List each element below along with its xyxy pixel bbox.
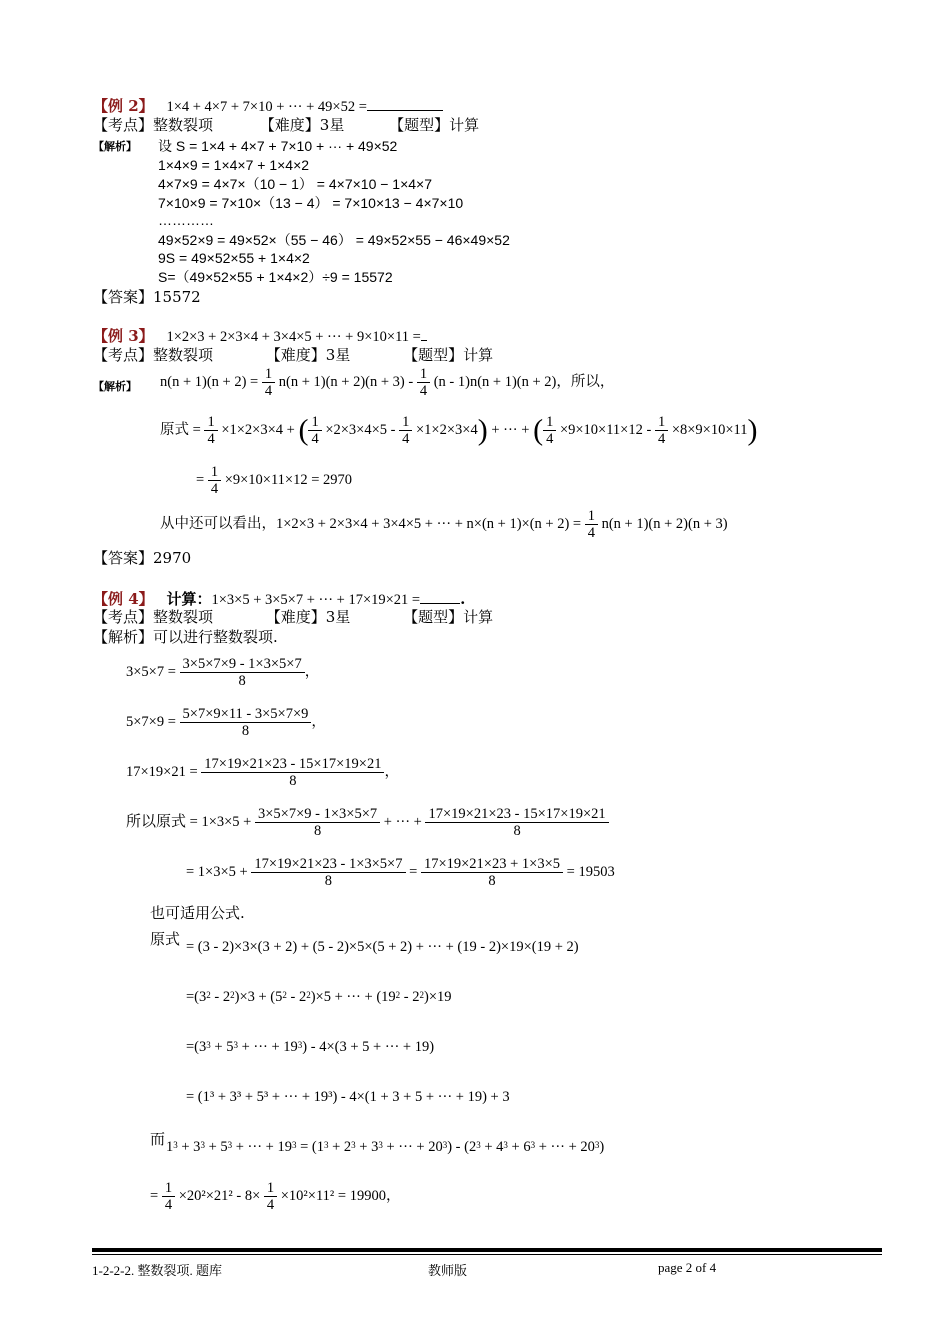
ex3-l2-b: ×2×3×4×5 -	[325, 421, 396, 438]
ex4-question-label: 计算：	[166, 590, 212, 608]
ex4-tag: 【例 4】	[93, 590, 154, 608]
ex3-l3: ×9×10×11×12 = 2970	[224, 471, 353, 488]
ex4-r5-fraction-1: $\frac{17\times 19\times 21\times 23 - 1\times 3\times 5\times 7}{8}$	[251, 856, 405, 889]
ex3-header	[93, 326, 427, 346]
ex4-r2-left: 5×7×9 =	[126, 713, 176, 730]
ex2-line-7: S=（49×52×55 + 1×4×2）÷9 = 15572	[158, 269, 393, 285]
ex2-line-6: 9S = 49×52×55 + 1×4×2	[158, 250, 310, 266]
ex4-row-4: 所以原式 = 1×3×5 + $\frac{3\times 5\times 7\times 9 - 1\times 3\times 5\times 7}{8}$ + ··· + $\frac{17\times 19\times 21\times 23 - 15\times 17\times 19\times 21}{8}$	[126, 806, 609, 839]
ex4-row-3: 17×19×21 = $\frac{17\times 19\times 21\times 23 - 15\times 17\times 19\times 21}{8}$ ，	[126, 756, 399, 789]
ex3-line-2: 原式 = $\frac{1}{4}$ ×1×2×3×4 + ( $\frac{1}{4}$ ×2×3×4×5 - $\frac{1}{4}$ ×1×2×3×4) + ··· + ( $\frac{1}{4}$ ×9×10×11×12 - $\frac{1}{4}$ ×8×9×10×11)	[160, 413, 758, 447]
ex2-tag: 【例 2】	[93, 97, 154, 115]
quarter-fraction: $\frac{1}{4}$	[208, 464, 221, 497]
footer-rule-thick	[92, 1248, 882, 1252]
footer-page-number: page 2 of 4	[658, 1260, 717, 1275]
ex2-meta	[93, 116, 479, 134]
ex3-tixing: 【题型】计算	[403, 346, 494, 364]
ex4-r1-fraction: $\frac{3\times 5\times 7\times 9 - 1\times 3\times 5\times 7}{8}$	[180, 656, 305, 689]
ex4-kaodian: 【考点】整数裂项	[93, 608, 214, 626]
ex3-answer-blank	[421, 326, 427, 341]
ex3-tag: 【例 3】	[93, 327, 154, 345]
ex4-meta	[93, 608, 493, 626]
ex2-line-5: 49×52×9 = 49×52×（55 − 46） = 49×52×55 − 46×49×52	[158, 232, 510, 248]
ex2-kaodian: 【考点】整数裂项	[93, 116, 214, 134]
ex2-answer: 【答案】15572	[93, 288, 201, 306]
ex4-f3: $=(3^3 + 5^3$ + ··· + $19^3) - 4\times(3 + 5$ + ··· + 19)	[186, 1039, 435, 1055]
quarter-fraction: $\frac{1}{4}$	[585, 508, 598, 541]
ex3-l2-label: 原式 =	[160, 421, 201, 438]
ex4-r2-fraction: $\frac{5\times 7\times 9\times 11 - 3\times 5\times 7\times 9}{8}$	[180, 706, 312, 739]
ex4-nandu: 【难度】3星	[265, 608, 351, 626]
ex4-tixing: 【题型】计算	[403, 608, 494, 626]
quarter-fraction: $\frac{1}{4}$	[399, 414, 412, 447]
ex4-r3-left: 17×19×21 =	[126, 763, 198, 780]
ex3-l4-left: 从中还可以看出，1×2×3 + 2×3×4 + 3×4×5 + ··· + n×(n + 1)×(n + 2) =	[160, 515, 582, 532]
ex3-l1-mid: n(n + 1)(n + 2)(n + 3) -	[278, 373, 414, 390]
ex4-er: 而	[150, 1130, 166, 1148]
ex4-period: .	[460, 590, 466, 608]
ex3-jiexi-tag: 【解析】	[93, 380, 137, 393]
ex2-line-4: …………	[158, 212, 214, 228]
ex3-line-3: = $\frac{1}{4}$ ×9×10×11×12 = 2970	[196, 464, 353, 497]
ex3-l2-f: ×8×9×10×11	[671, 421, 748, 438]
ex3-l2-d: + ··· +	[491, 421, 530, 438]
ex3-nandu: 【难度】3星	[265, 346, 351, 364]
ex2-line-0: 设 S = 1×4 + 4×7 + 7×10 + ··· + 49×52	[158, 138, 398, 154]
ex4-f4: = (1³ + 3³ + 5³ + ··· + 19³) - 4×(1 + 3 + 5 + ··· + 19) + 3	[186, 1089, 510, 1105]
ex4-header	[93, 589, 465, 609]
quarter-fraction: $\frac{1}{4}$	[264, 1180, 277, 1213]
ex4-r4-fraction-2: $\frac{17\times 19\times 21\times 23 - 15\times 17\times 19\times 21}{8}$	[425, 806, 608, 839]
ex3-answer: 【答案】2970	[93, 549, 192, 567]
ex4-r3-fraction: $\frac{17\times 19\times 21\times 23 - 15\times 17\times 19\times 21}{8}$	[201, 756, 384, 789]
quarter-fraction: $\frac{1}{4}$	[262, 366, 275, 399]
ex2-jiexi-tag: 【解析】	[93, 140, 137, 153]
ex4-question: 1×3×5 + 3×5×7 + ··· + 17×19×21 =	[211, 592, 421, 608]
ex4-f2: $=(3^2 - 2^2)\times 3 + (5^2 - 2^2)\times 5$ + ··· + $(19^2 - 2^2)\times 19$	[186, 989, 452, 1005]
footer-left: 1-2-2-2. 整数裂项. 题库	[92, 1263, 222, 1278]
quarter-fraction: $\frac{1}{4}$	[417, 366, 430, 399]
ex3-line-4	[160, 508, 728, 541]
ex3-l4-right: n(n + 1)(n + 2)(n + 3)	[601, 515, 728, 532]
ex4-jiexi: 【解析】可以进行整数裂项.	[93, 628, 278, 646]
ex2-line-3: 7×10×9 = 7×10×（13 − 4） = 7×10×13 − 4×7×10	[158, 195, 464, 211]
footer-rule-thin	[92, 1254, 882, 1255]
ex3-l1-right: (n - 1)n(n + 1)(n + 2)，所以，	[433, 373, 615, 390]
ex4-r4-fraction-1: $\frac{3\times 5\times 7\times 9 - 1\times 3\times 5\times 7}{8}$	[255, 806, 380, 839]
ex4-answer-blank	[420, 589, 460, 604]
ex3-l2-e: ×9×10×11×12 -	[559, 421, 652, 438]
ex2-nandu: 【难度】3星	[259, 116, 345, 134]
ex3-line-1	[160, 366, 614, 399]
ex2-line-2: 4×7×9 = 4×7×（10 − 1） = 4×7×10 − 1×4×7	[158, 176, 433, 192]
ex2-question: 1×4 + 4×7 + 7×10 + ··· + 49×52 =	[166, 99, 367, 115]
ex3-l2-c: ×1×2×3×4	[416, 421, 478, 438]
ex4-row-2: 5×7×9 = $\frac{5\times 7\times 9\times 11 - 3\times 5\times 7\times 9}{8}$ ，	[126, 706, 326, 739]
ex3-l2-a: ×1×2×3×4 +	[221, 421, 295, 438]
ex4-yuanshi: 原式	[150, 930, 181, 948]
ex2-line-1: 1×4×9 = 1×4×7 + 1×4×2	[158, 157, 310, 173]
ex4-r1-left: 3×5×7 =	[126, 663, 176, 680]
ex3-question: 1×2×3 + 2×3×4 + 3×4×5 + ··· + 9×10×11 =	[166, 329, 421, 345]
ex3-l1-left: n(n + 1)(n + 2) =	[160, 373, 259, 390]
ex3-kaodian: 【考点】整数裂项	[93, 346, 214, 364]
ex4-row-1: 3×5×7 = $\frac{3\times 5\times 7\times 9 - 1\times 3\times 5\times 7}{8}$ ，	[126, 656, 320, 689]
quarter-fraction: $\frac{1}{4}$	[162, 1180, 175, 1213]
ex4-r4-label: 所以原式	[126, 811, 187, 830]
ex2-tixing: 【题型】计算	[389, 116, 480, 134]
quarter-fraction: $\frac{1}{4}$	[543, 414, 556, 447]
ex4-f1: = (3 - 2)×3×(3 + 2) + (5 - 2)×5×(5 + 2) + ··· + (19 - 2)×19×(19 + 2)	[186, 939, 579, 955]
ex2-header	[93, 96, 443, 116]
ex4-row-5: = 1×3×5 + $\frac{17\times 19\times 21\times 23 - 1\times 3\times 5\times 7}{8}$ = $\frac{17\times 19\times 21\times 23 + 1\times 3\times 5}{8}$ = 19503	[186, 856, 615, 889]
quarter-fraction: $\frac{1}{4}$	[204, 414, 217, 447]
quarter-fraction: $\frac{1}{4}$	[655, 414, 668, 447]
ex4-formula-note: 也可适用公式.	[150, 904, 245, 922]
ex4-r5-fraction-2: $\frac{17\times 19\times 21\times 23 + 1\times 3\times 5}{8}$	[421, 856, 563, 889]
footer-center: 教师版	[428, 1263, 468, 1278]
ex4-f5: $1^3 + 3^3 + 5^3$ + ··· + $19^3 = (1^3 + 2^3 + 3^3$ + ··· + $20^3) - (2^3 + 4^3 + 6^3$ + ··· + $20^3$)	[166, 1139, 605, 1155]
quarter-fraction: $\frac{1}{4}$	[308, 414, 321, 447]
ex4-f6: = $\frac{1}{4}$ ×20²×21² - 8× $\frac{1}{4}$ ×10²×11² = 19900，	[150, 1180, 401, 1213]
ex2-answer-blank	[367, 96, 443, 111]
ex3-meta	[93, 346, 493, 364]
